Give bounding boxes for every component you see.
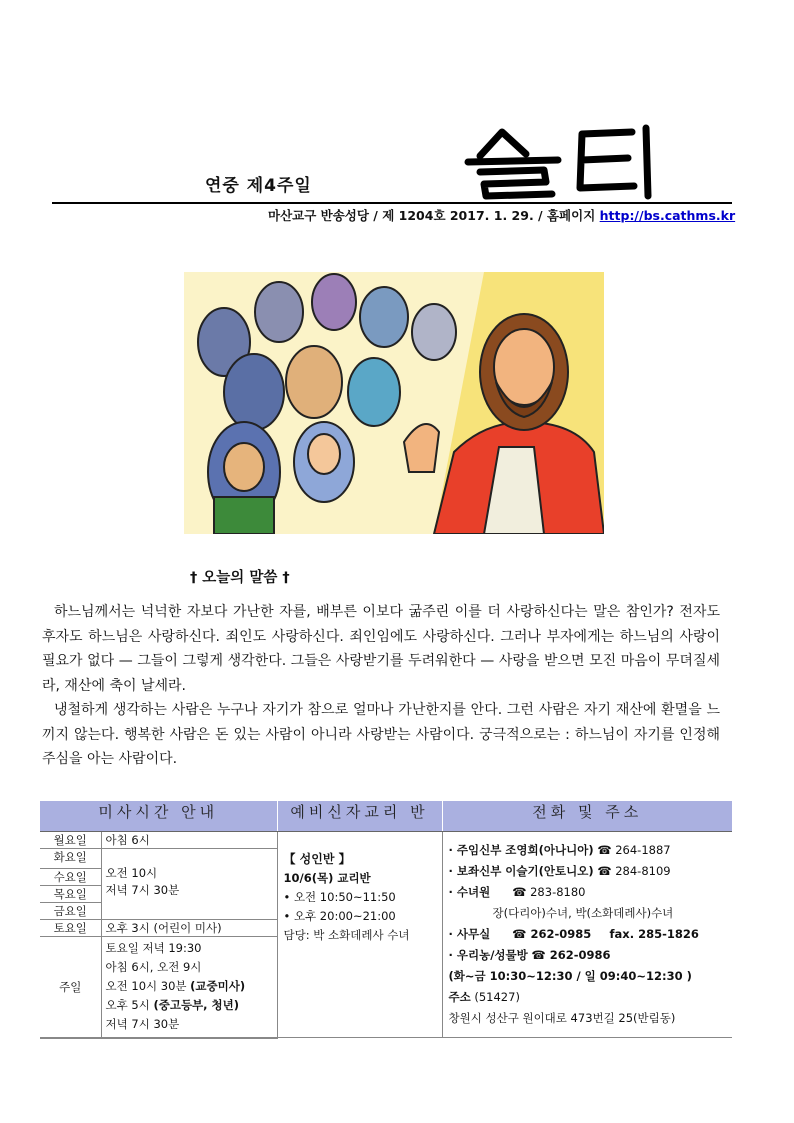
info-table [40,801,732,1039]
address-label: 주소 [448,990,471,1004]
contact-header: 전화 및 주소 [442,801,732,832]
office-label: · 사무실 [448,927,491,941]
mass-day: 월요일 [40,832,101,849]
catechism-pm: • 오후 20:00~21:00 [283,909,396,923]
reading-heading: † 오늘의 말씀 † [190,570,290,586]
mass-times-header: 미사시간 안내 [40,801,277,832]
office-hours: (화~금 10:30~12:30 / 일 09:40~12:30 ) [448,969,692,983]
convent-label: · 수녀원 [448,885,491,899]
sisters: 장(다리아)수녀, 박(소화데레사)수녀 [492,906,674,920]
parish-info [268,206,735,224]
sunday-note: (교중미사) [190,978,246,993]
jesus-crowd-illustration [184,272,604,534]
pastor-phone: ☎ 264-1887 [597,843,671,857]
mass-time-weekday [101,849,277,920]
sunday-times [101,936,277,1038]
mass-day: 금요일 [40,902,101,919]
assistant-label: · 보좌신부 이슬기(안토니오) [448,864,594,878]
mass-day: 목요일 [40,885,101,902]
shop-label: · 우리농/성물방 [448,948,528,962]
catechism-title: 【 성인반 】 [283,852,351,866]
reading-paragraph-2: 냉철하게 생각하는 사람은 누구나 자기가 참으로 얼마나 가난한지를 안다. 그런 사람은 자기 재산에 환멸을 느끼지 않는다. 행복한 사람은 돈 있는 사람이 아니라 사랑받는 사람이다. 궁극적으로는 : 하느님이 자기를 인정해 주심을 아는 사람이다. [42,702,720,767]
mass-time: 오후 3시 (어린이 미사) [101,919,277,936]
contact-cell [442,832,732,1038]
mass-time: 오전 10시 [105,866,158,880]
solteo-logo [462,122,694,200]
mass-day-sunday: 주일 [40,936,101,1038]
catechism-am: • 오전 10:50~11:50 [283,890,396,904]
mass-day: 토요일 [40,919,101,936]
convent-phone: ☎ 283-8180 [512,885,586,899]
sunday-time: 오전 10시 30분 [105,978,191,993]
sunday-time: 저녁 7시 30분 [105,1016,180,1031]
table-row [40,832,732,849]
mass-day: 수요일 [40,868,101,885]
sunday-time: 오후 5시 [105,997,154,1012]
pastor-label: · 주임신부 조영희(아나니아) [448,843,594,857]
postcode: (51427) [470,990,520,1004]
office-phone: ☎ 262-0985 [512,927,592,941]
shop-phone: ☎ 262-0986 [531,948,611,962]
homepage-link[interactable]: http://bs.cathms.kr [599,208,736,223]
mass-time: 저녁 7시 30분 [105,883,180,897]
mass-day: 화요일 [40,849,101,869]
sunday-time: 아침 6시, 오전 9시 [105,959,202,974]
office-fax: fax. 285-1826 [609,927,699,941]
address: 창원시 성산구 원이대로 473번길 25(반림동) [448,1011,676,1025]
sunday-note: (중고등부, 청년) [153,997,240,1012]
info-table-header [40,801,732,832]
catechism-cell [277,832,442,1038]
assistant-phone: ☎ 284-8109 [597,864,671,878]
week-title: 연중 제4주일 [205,176,312,196]
reading-paragraph-1: 하느님께서는 넉넉한 자보다 가난한 자를, 배부른 이보다 굶주린 이를 더 사랑하신다는 말은 참인가? 전자도 후자도 하느님은 사랑하신다. 죄인도 사랑하신다. 죄인임에도 사랑하신다. 그러나 부자에게는 하느님의 사랑이 필요가 없다 — 그들이 그렇게 생각한다. 그들은 사랑받기를 두려워한다 — 사랑을 받으면 모진 마음이 무뎌질세라, 재산에 축이 날세라. [42,604,720,694]
parish-info-text: 마산교구 반송성당 / 제 1204호 2017. 1. 29. / 홈페이지 [268,208,596,223]
catechism-header: 예비신자교리 반 [277,801,442,832]
header-rule [52,202,732,204]
catechism-leader: 담당: 박 소화데레사 수녀 [283,928,410,942]
catechism-date: 10/6(목) 교리반 [283,871,371,885]
mass-time: 아침 6시 [101,832,277,849]
sunday-time: 토요일 저녁 19:30 [105,940,202,955]
reading-body [42,600,720,772]
